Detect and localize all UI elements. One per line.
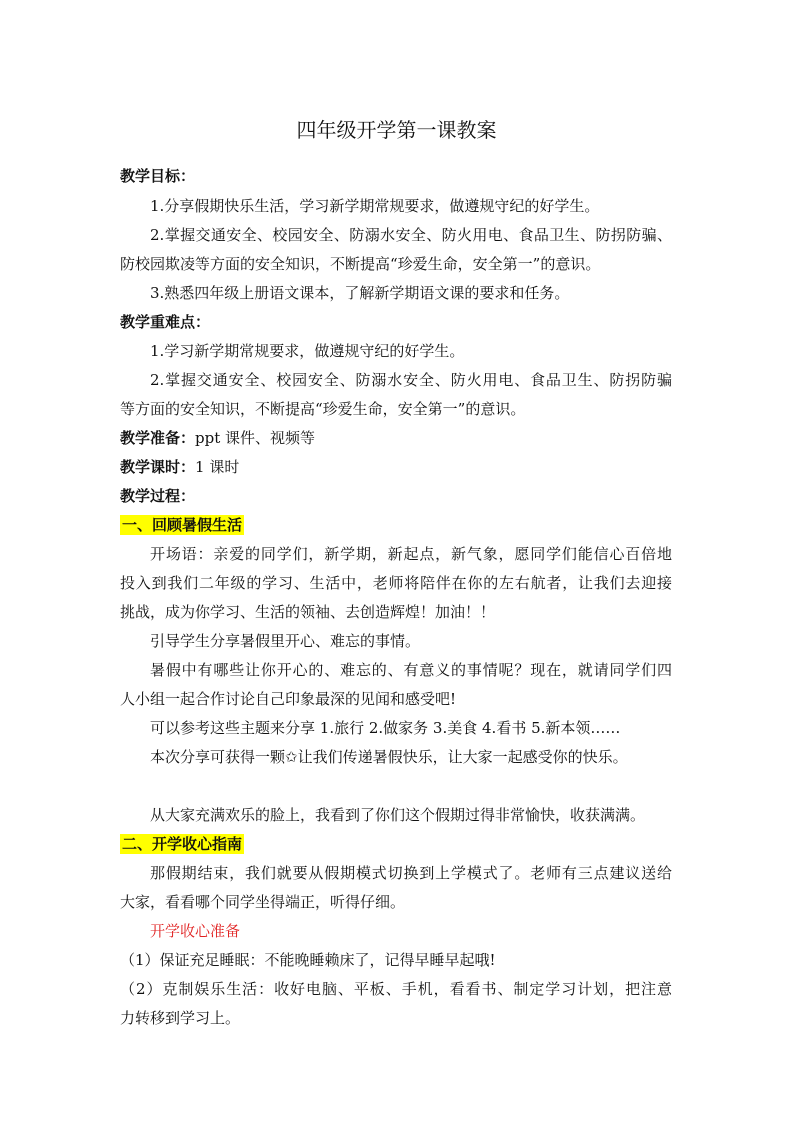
goal-2-line-2: 防校园欺凌等方面的安全知识，不断提高“珍爱生命，安全第一”的意识。 <box>120 255 601 273</box>
tip-2-line-1: （2）克制娱乐生活：收好电脑、平板、手机，看看书、制定学习计划，把注意 <box>120 980 672 998</box>
opening-line-1: 开场语：亲爱的同学们，新学期，新起点，新气象，愿同学们能信心百倍地 <box>150 545 672 563</box>
transition-line-1: 那假期结束，我们就要从假期模式切换到上学模式了。老师有三点建议送给 <box>150 864 672 882</box>
question-line-1: 暑假中有哪些让你开心的、难忘的、有意义的事情呢？现在，就请同学们四 <box>150 661 672 679</box>
key-point-2-line-2: 等方面的安全知识，不断提高“珍爱生命，安全第一”的意识。 <box>120 400 526 418</box>
question-line-2: 人小组一起合作讨论自己印象最深的见闻和感受吧! <box>120 690 457 708</box>
goal-3: 3.熟悉四年级上册语文课本，了解新学期语文课的要求和任务。 <box>150 284 570 302</box>
class-hours-label: 教学课时： <box>120 458 196 476</box>
process-heading: 教学过程： <box>120 487 196 505</box>
section-2-highlight: 二、开学收心指南 <box>122 835 243 853</box>
tip-2-line-2: 力转移到学习上。 <box>120 1009 241 1027</box>
key-point-2-line-1: 2.掌握交通安全、校园安全、防溺水安全、防火用电、食品卫生、防拐防骗 <box>150 371 672 389</box>
opening-line-2: 投入到我们二年级的学习、生活中，老师将陪伴在你的左右航者，让我们去迎接 <box>120 574 672 592</box>
star-reward-line: 本次分享可获得一颗✩让我们传递暑假快乐，让大家一起感受你的快乐。 <box>150 748 628 766</box>
preparation-value: ppt 课件、视频等 <box>195 429 316 447</box>
section-1-heading <box>120 515 244 537</box>
back-to-school-prep-heading: 开学收心准备 <box>150 922 241 940</box>
class-hours-value: 1 课时 <box>195 458 240 476</box>
tip-1: （1）保证充足睡眠：不能晚睡赖床了，记得早睡早起哦! <box>120 951 496 969</box>
document-title: 四年级开学第一课教案 <box>296 118 497 142</box>
goals-heading: 教学目标： <box>120 167 196 185</box>
section-2-heading <box>120 834 244 856</box>
topics-line: 可以参考这些主题来分享 1.旅行 2.做家务 3.美食 4.看书 5.新本领…… <box>150 719 621 737</box>
section-1-highlight: 一、回顾暑假生活 <box>122 516 243 534</box>
transition-line-2: 大家，看看哪个同学坐得端正，听得仔细。 <box>120 893 406 911</box>
goal-2-line-1: 2.掌握交通安全、校园安全、防溺水安全、防火用电、食品卫生、防拐防骗、 <box>150 226 672 244</box>
key-points-heading: 教学重难点： <box>120 313 211 331</box>
class-hours-line <box>120 457 239 479</box>
preparation-label: 教学准备： <box>120 429 196 447</box>
goal-1: 1.分享假期快乐生活，学习新学期常规要求，做遵规守纪的好学生。 <box>150 197 600 215</box>
summary-line: 从大家充满欢乐的脸上，我看到了你们这个假期过得非常愉快，收获满满。 <box>150 806 646 824</box>
opening-line-3: 挑战，成为你学习、生活的领袖、去创造辉煌！加油！！ <box>120 603 496 621</box>
key-point-1: 1.学习新学期常规要求，做遵规守纪的好学生。 <box>150 342 465 360</box>
preparation-line <box>120 428 315 450</box>
guide-line: 引导学生分享暑假里开心、难忘的事情。 <box>150 632 421 650</box>
